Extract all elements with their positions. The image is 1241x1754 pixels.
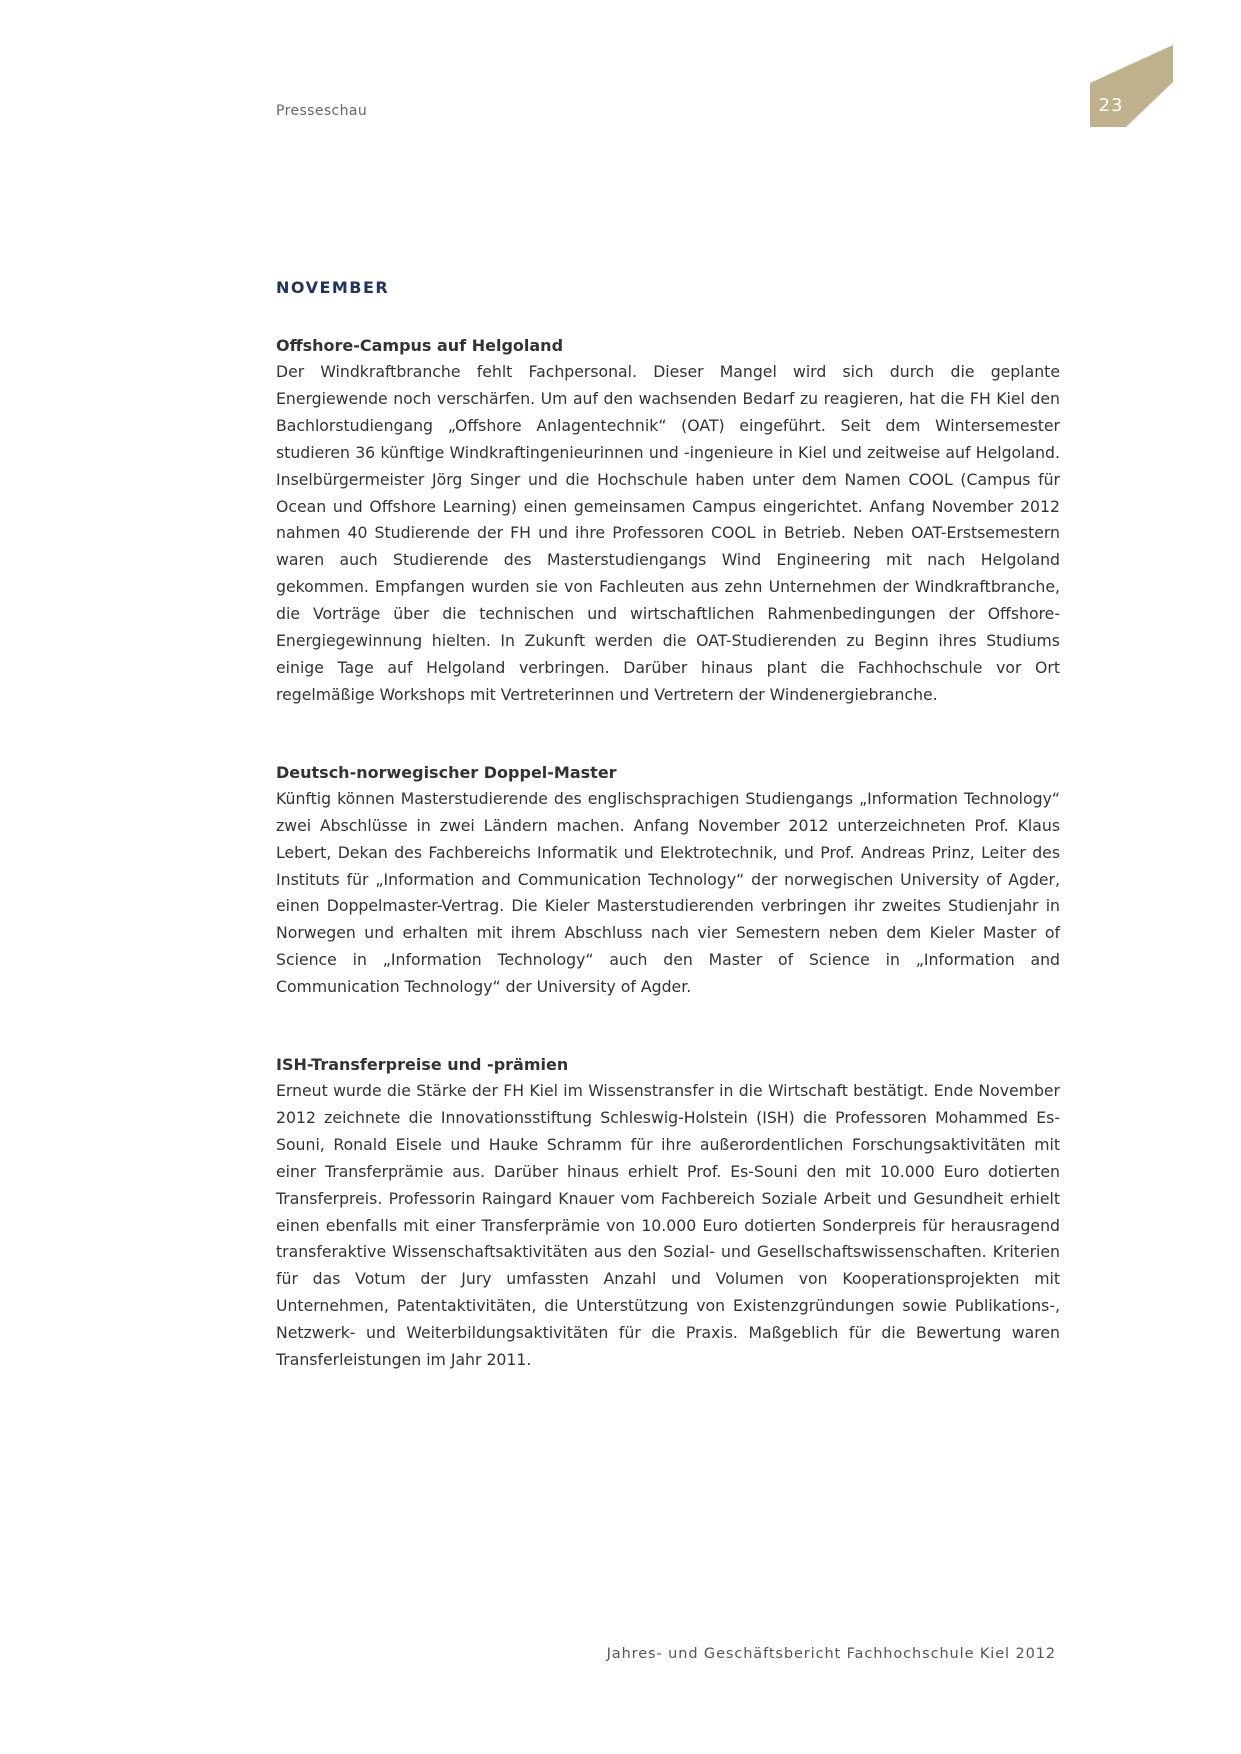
article-body: Künftig können Masterstudierende des englischsprachigen Studiengangs „Information Technology“ zwei Abschlüsse in zwei Ländern machen. Anfang November 2012 unterzeichneten Prof. Klaus Lebert, Dekan des Fachbereichs Informatik und Elektrotechnik, und Prof. Andreas Prinz, Leiter des Instituts für „Information and Communication Technology“ der norwegischen University of Agder, einen Doppelmaster-Vertrag. Die Kieler Masterstudierenden verbringen ihr zweites Studienjahr in Norwegen und erhalten mit ihrem Abschluss nach vier Semestern neben dem Kieler Master of Science in „Information Technology“ auch den Master of Science in „Information and Communication Technology“ der University of Agder. xyxy=(276,788,1060,997)
article-body: Der Windkraftbranche fehlt Fachpersonal. Dieser Mangel wird sich durch die geplante Energiewende noch verschärfen. Um auf den wachsenden Bedarf zu reagieren, hat die FH Kiel den Bachlorstudiengang „Offshore Anlagentechnik“ (OAT) eingeführt. Seit dem Wintersemester studieren 36 künftige Windkraftingenieurinnen und -ingenieure in Kiel und zeitweise auf Helgoland. Inselbürgermeister Jörg Singer und die Hochschule haben unter dem Namen COOL (Campus für Ocean und Offshore Learning) einen gemeinsamen Campus eingerichtet. Anfang November 2012 nahmen 40 Studierende der FH und ihre Professoren COOL in Betrieb. Neben OAT-Erstsemestern waren auch Studierende des Masterstudiengangs Wind Engineering mit nach Helgoland gekommen. Empfangen wurden sie von Fachleuten aus zehn Unternehmen der Windkraftbranche, die Vorträge über die technischen und wirtschaftlichen Rahmenbedingungen der Offshore-Energiegewinnung hielten. In Zukunft werden die OAT-Studierenden zu Beginn ihres Studiums einige Tage auf Helgoland verbringen. Darüber hinaus plant die Fachhochschule vor Ort regelmäßige Workshops mit Vertreterinnen und Vertretern der Windenergiebranche. xyxy=(276,362,1060,704)
page-number: 23 xyxy=(1098,95,1124,116)
article-offshore-campus xyxy=(276,332,1060,709)
running-footer: Jahres- und Geschäftsbericht Fachhochschule Kiel 2012 xyxy=(606,1646,1056,1662)
article-title: Deutsch-norwegischer Doppel-Master xyxy=(276,762,617,782)
article-title: ISH-Transferpreise und -prämien xyxy=(276,1055,569,1075)
article-title: Offshore-Campus auf Helgoland xyxy=(276,336,564,355)
running-header: Presseschau xyxy=(276,103,368,119)
article-body: Erneut wurde die Stärke der FH Kiel im Wissenstransfer in die Wirtschaft bestätigt. Ende November 2012 zeichnete die Innovationsstiftung Schleswig-Holstein (ISH) die Professoren Mohammed Es-Souni, Ronald Eisele und Hauke Schramm für ihre außerordentlichen Forschungsaktivitäten mit einer Transferprämie aus. Darüber hinaus erhielt Prof. Es-Souni den mit 10.000 Euro dotierten Transferpreis. Professorin Raingard Knauer vom Fachbereich Soziale Arbeit und Gesundheit erhielt einen ebenfalls mit einer Transferprämie von 10.000 Euro dotierten Sonderpreis für herausragend transferaktive Wissenschaftsaktivitäten aus den Sozial- und Gesellschaftswissenschaften. Kriterien für das Votum der Jury umfassten Anzahl und Volumen von Kooperationsprojekten mit Unternehmen, Patentaktivitäten, die Unterstützung von Existenzgründungen sowie Publikations-, Netzwerk- und Weiterbildungsaktivitäten für die Praxis. Maßgeblich für die Bewertung waren Transferleistungen im Jahr 2011. xyxy=(276,1081,1060,1370)
main-content xyxy=(276,278,1060,1424)
article-ish-transferpreise xyxy=(276,1051,1060,1374)
page-number-badge xyxy=(1090,45,1173,127)
month-heading: NOVEMBER xyxy=(276,278,390,297)
article-doppel-master xyxy=(276,759,1060,1001)
